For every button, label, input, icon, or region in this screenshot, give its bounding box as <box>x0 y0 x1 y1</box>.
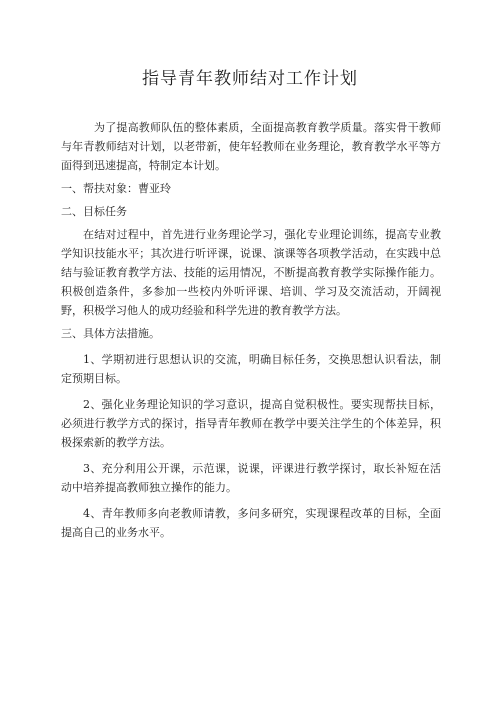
document-title: 指导青年教师结对工作计划 <box>142 69 358 89</box>
goals-paragraph: 在结对过程中，首先进行业务理论学习，强化专业理论训练，提高专业教学知识技能水平；其次进行听评课，说课、演课等各项教学活动，在实践中总结与验证教育教学方法、技能的运用情况，不断提高教育教学实际操作能力。积极创造条件，多参加一些校内外听评课、培训、学习及交流活动，开阔视野，积极学习他人的成功经验和科学先进的教育教学方法。 <box>61 228 441 317</box>
document-body <box>61 118 441 542</box>
method-item: 4、青年教师多向老教师请教，多问多研究，实现课程改革的目标，全面提高自己的业务水平。 <box>61 507 441 539</box>
section-heading-target: 一、帮扶对象：曹亚玲 <box>61 182 171 195</box>
section-heading-goals: 二、目标任务 <box>61 205 127 218</box>
method-item: 3、充分利用公开课，示范课，说课，评课进行教学探讨，取长补短在活动中培养提高教师独立操作的能力。 <box>61 462 441 494</box>
section-heading-methods: 三、具体方法措施。 <box>61 327 160 340</box>
intro-paragraph: 为了提高教师队伍的整体素质，全面提高教育教学质量。落实骨干教师与年青教师结对计划，以老带新，使年轻教师在业务理论，教育教学水平等方面得到迅速提高，特制定本计划。 <box>61 121 441 172</box>
method-item: 2、强化业务理论知识的学习意识，提高自觉积极性。要实现帮扶目标，必须进行教学方式的探讨，指导青年教师在教学中要关注学生的个体差异，积极探索新的教学方法。 <box>61 398 441 449</box>
method-item: 1、学期初进行思想认识的交流，明确目标任务，交换思想认识看法，制定预期目标。 <box>61 353 441 385</box>
